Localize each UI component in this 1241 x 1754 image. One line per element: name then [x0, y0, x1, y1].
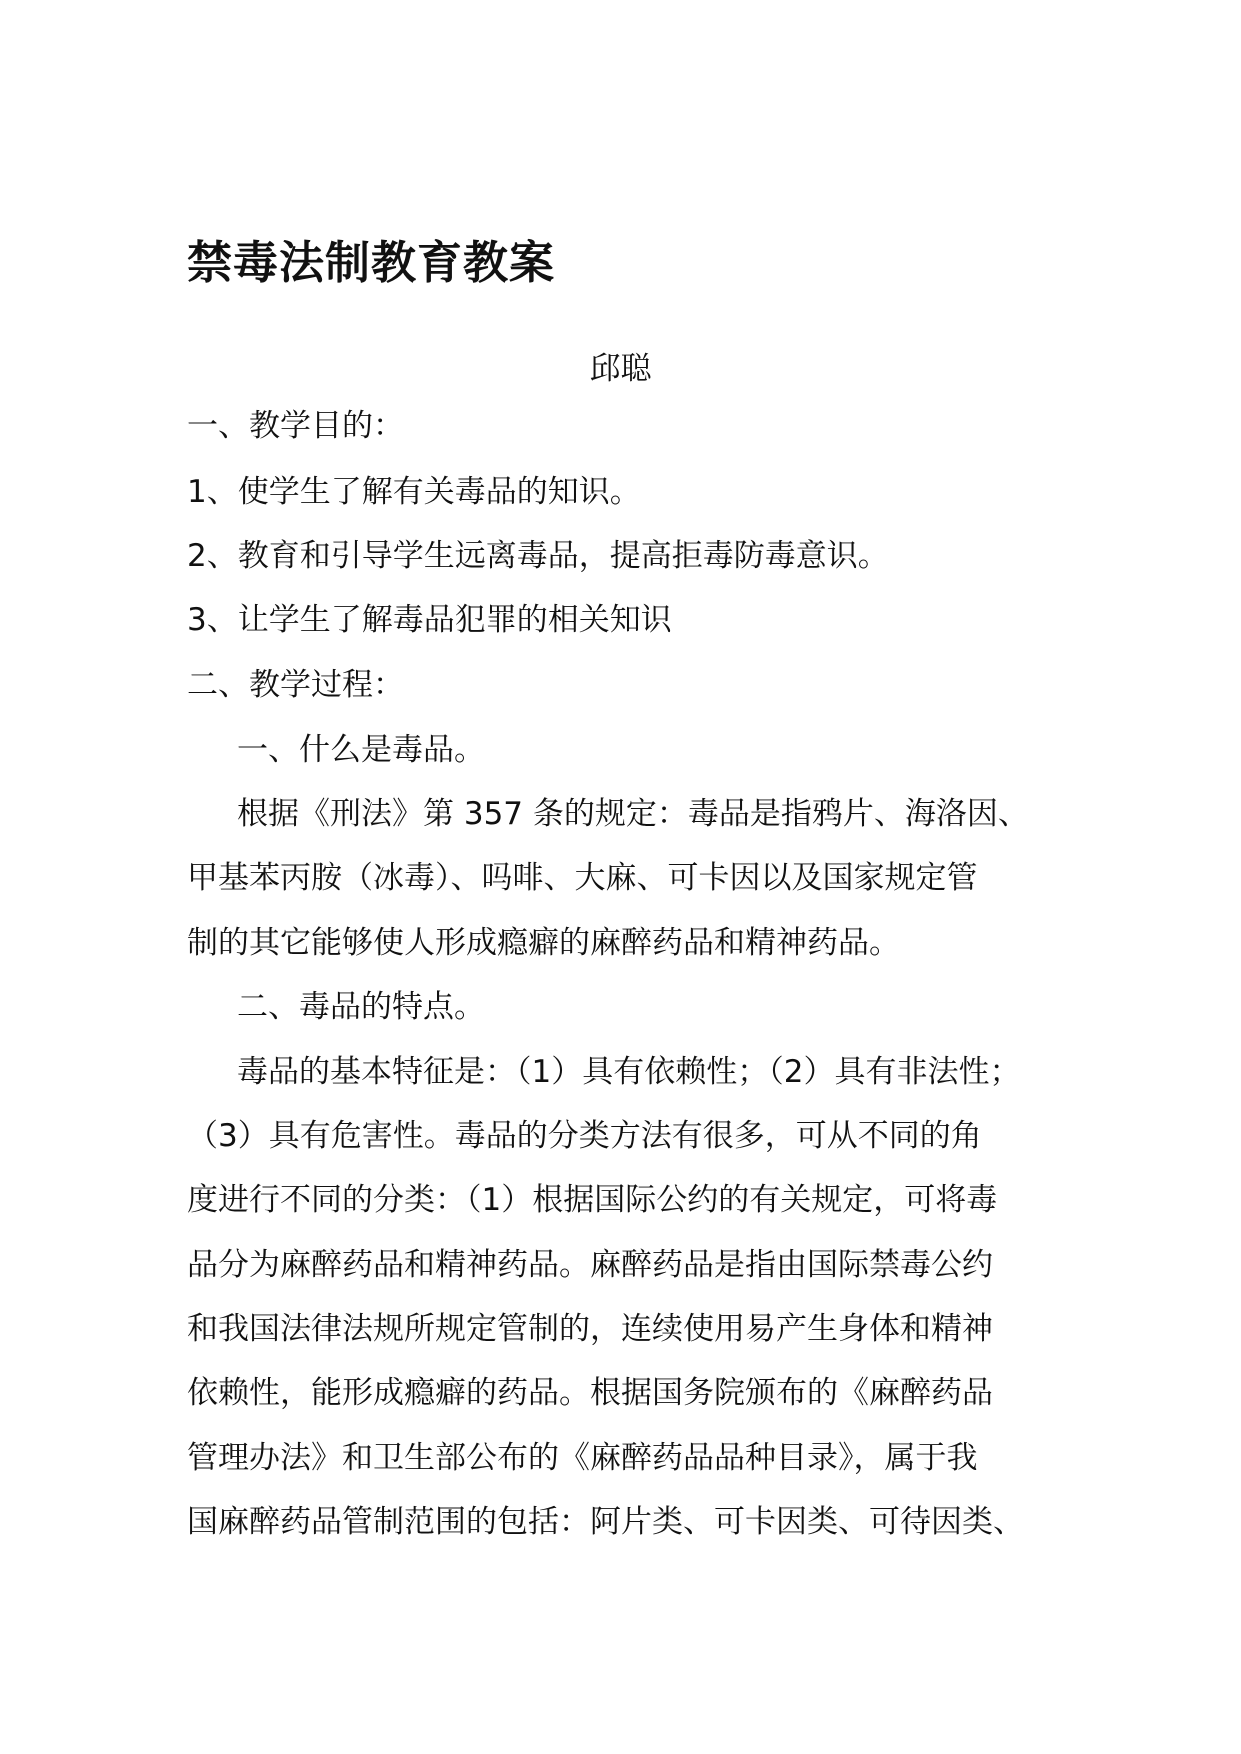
objectives-heading: 一、教学目的： [187, 408, 404, 444]
part2-line: （3）具有危害性。毒品的分类方法有很多，可从不同的角 [187, 1118, 982, 1154]
part2-line: 品分为麻醉药品和精神药品。麻醉药品是指由国际禁毒公约 [187, 1247, 993, 1283]
part1-heading: 一、什么是毒品。 [237, 732, 485, 768]
objective-item-2: 2、教育和引导学生远离毒品，提高拒毒防毒意识。 [187, 538, 889, 574]
part1-line: 制的其它能够使人形成瘾癖的麻醉药品和精神药品。 [187, 925, 900, 961]
document-author: 邱聪 [589, 351, 652, 387]
part1-line: 根据《刑法》第 357 条的规定：毒品是指鸦片、海洛因、 [237, 796, 1029, 832]
part2-heading: 二、毒品的特点。 [237, 989, 485, 1025]
objective-item-3: 3、让学生了解毒品犯罪的相关知识 [187, 602, 672, 638]
part1-line: 甲基苯丙胺（冰毒）、吗啡、大麻、可卡因以及国家规定管 [187, 860, 978, 896]
part2-line: 国麻醉药品管制范围的包括：阿片类、可卡因类、可待因类、 [187, 1504, 1024, 1540]
part2-line: 毒品的基本特征是：（1）具有依赖性；（2）具有非法性； [237, 1054, 1021, 1090]
document-title: 禁毒法制教育教案 [187, 236, 556, 289]
part2-line: 依赖性，能形成瘾癖的药品。根据国务院颁布的《麻醉药品 [187, 1375, 993, 1411]
part2-line: 管理办法》和卫生部公布的《麻醉药品品种目录》，属于我 [187, 1440, 978, 1476]
process-heading: 二、教学过程： [187, 667, 404, 703]
part2-line: 和我国法律法规所规定管制的，连续使用易产生身体和精神 [187, 1311, 993, 1347]
part2-line: 度进行不同的分类：（1）根据国际公约的有关规定，可将毒 [187, 1182, 998, 1218]
objective-item-1: 1、使学生了解有关毒品的知识。 [187, 474, 641, 510]
